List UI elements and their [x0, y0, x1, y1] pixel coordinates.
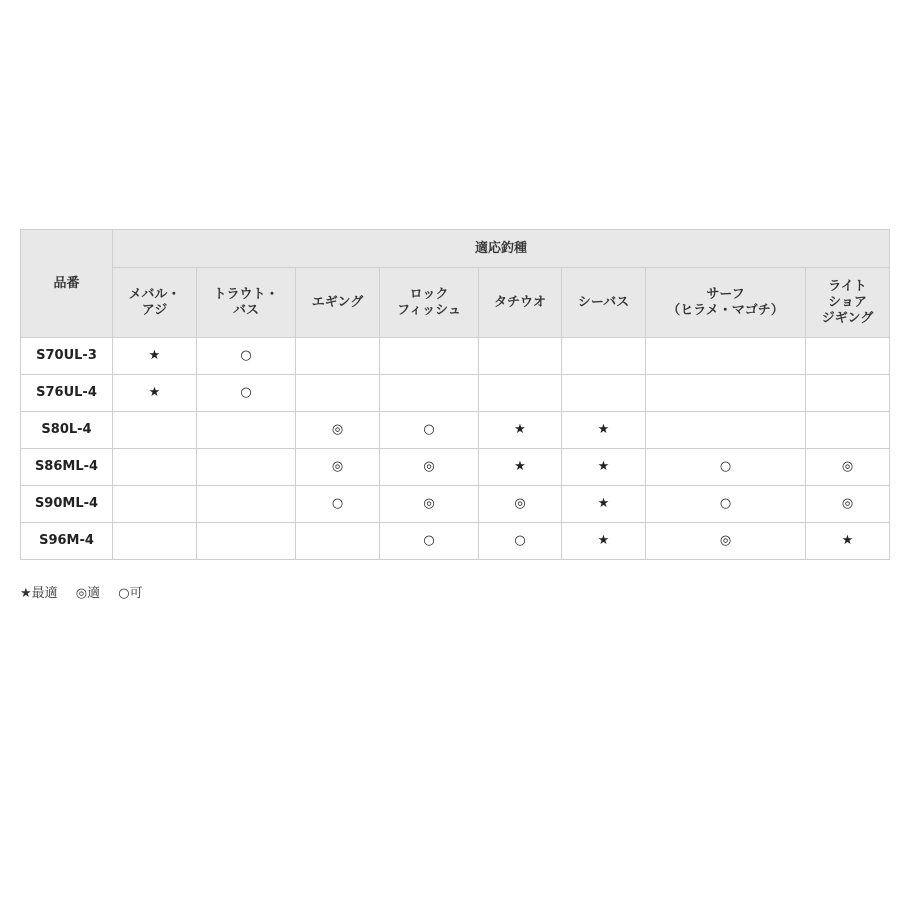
model-cell: S80L-4	[21, 412, 113, 449]
legend-possible: ○可	[118, 586, 143, 601]
suitability-cell	[296, 375, 380, 412]
suitability-cell	[197, 486, 296, 523]
table-row	[21, 486, 890, 523]
suitability-cell	[806, 412, 890, 449]
table-row	[21, 449, 890, 486]
species-header	[479, 268, 562, 338]
suitability-cell: ◎	[806, 449, 890, 486]
suitability-cell: ★	[562, 412, 646, 449]
suitability-cell: ◎	[296, 412, 380, 449]
species-header	[562, 268, 646, 338]
table-row	[21, 338, 890, 375]
suitability-cell: ★	[479, 412, 562, 449]
legend-suitable: ◎適	[75, 586, 101, 601]
species-header-line: ジギング	[821, 310, 874, 326]
suitability-cell	[197, 412, 296, 449]
species-header-line: ライト	[828, 278, 867, 294]
species-header-line: （ヒラメ・マゴチ）	[667, 302, 784, 318]
species-header-line: バス	[232, 302, 259, 318]
species-header-line: アジ	[141, 302, 168, 318]
model-column-header: 品番	[21, 230, 113, 338]
species-header	[806, 268, 890, 338]
table-row	[21, 412, 890, 449]
suitability-cell	[646, 412, 806, 449]
model-cell: S96M-4	[21, 523, 113, 560]
suitability-cell: ◎	[479, 486, 562, 523]
suitability-cell	[197, 449, 296, 486]
suitability-cell	[479, 338, 562, 375]
table-row	[21, 375, 890, 412]
suitability-cell: ○	[646, 486, 806, 523]
species-header-line: タチウオ	[493, 294, 546, 310]
model-cell: S76UL-4	[21, 375, 113, 412]
species-header-line: ロック	[409, 286, 449, 302]
species-header-line: メバル・	[128, 286, 181, 302]
table-header-group-row	[21, 230, 890, 268]
suitability-cell: ○	[197, 375, 296, 412]
suitability-cell	[197, 523, 296, 560]
suitability-cell	[296, 523, 380, 560]
species-header-line: サーフ	[706, 286, 745, 302]
suitability-cell: ◎	[806, 486, 890, 523]
suitability-cell	[806, 375, 890, 412]
suitability-cell	[479, 375, 562, 412]
species-group-header: 適応釣種	[113, 230, 890, 268]
species-header	[380, 268, 479, 338]
suitability-cell: ○	[646, 449, 806, 486]
suitability-cell	[113, 449, 197, 486]
table-body	[21, 338, 890, 560]
species-header	[296, 268, 380, 338]
suitability-cell	[646, 338, 806, 375]
suitability-cell: ○	[296, 486, 380, 523]
species-header-line: エギング	[311, 294, 364, 310]
suitability-cell: ○	[479, 523, 562, 560]
model-cell: S90ML-4	[21, 486, 113, 523]
suitability-cell: ★	[562, 523, 646, 560]
species-header-row	[21, 268, 890, 338]
suitability-cell	[113, 523, 197, 560]
suitability-cell	[562, 338, 646, 375]
species-header-line: フィッシュ	[397, 302, 461, 318]
suitability-cell: ○	[197, 338, 296, 375]
model-cell: S70UL-3	[21, 338, 113, 375]
suitability-cell: ◎	[296, 449, 380, 486]
suitability-cell	[562, 375, 646, 412]
species-header	[113, 268, 197, 338]
suitability-cell	[113, 412, 197, 449]
legend-best: ★最適	[20, 586, 58, 601]
species-header-line: シーバス	[577, 294, 630, 310]
species-header	[197, 268, 296, 338]
suitability-cell: ★	[562, 486, 646, 523]
suitability-cell	[646, 375, 806, 412]
suitability-cell: ★	[479, 449, 562, 486]
suitability-cell	[380, 375, 479, 412]
suitability-cell	[113, 486, 197, 523]
suitability-cell: ★	[562, 449, 646, 486]
suitability-cell	[296, 338, 380, 375]
suitability-cell: ◎	[380, 449, 479, 486]
suitability-cell: ○	[380, 412, 479, 449]
suitability-cell: ★	[113, 338, 197, 375]
suitability-cell: ◎	[380, 486, 479, 523]
species-header-line: ショア	[828, 294, 867, 310]
model-cell: S86ML-4	[21, 449, 113, 486]
suitability-cell: ★	[806, 523, 890, 560]
suitability-cell	[806, 338, 890, 375]
table-row	[21, 523, 890, 560]
suitability-cell	[380, 338, 479, 375]
species-header	[646, 268, 806, 338]
species-header-line: トラウト・	[213, 286, 279, 302]
suitability-cell: ○	[380, 523, 479, 560]
suitability-cell: ◎	[646, 523, 806, 560]
legend	[20, 582, 157, 601]
suitability-cell: ★	[113, 375, 197, 412]
suitability-table	[20, 229, 890, 560]
